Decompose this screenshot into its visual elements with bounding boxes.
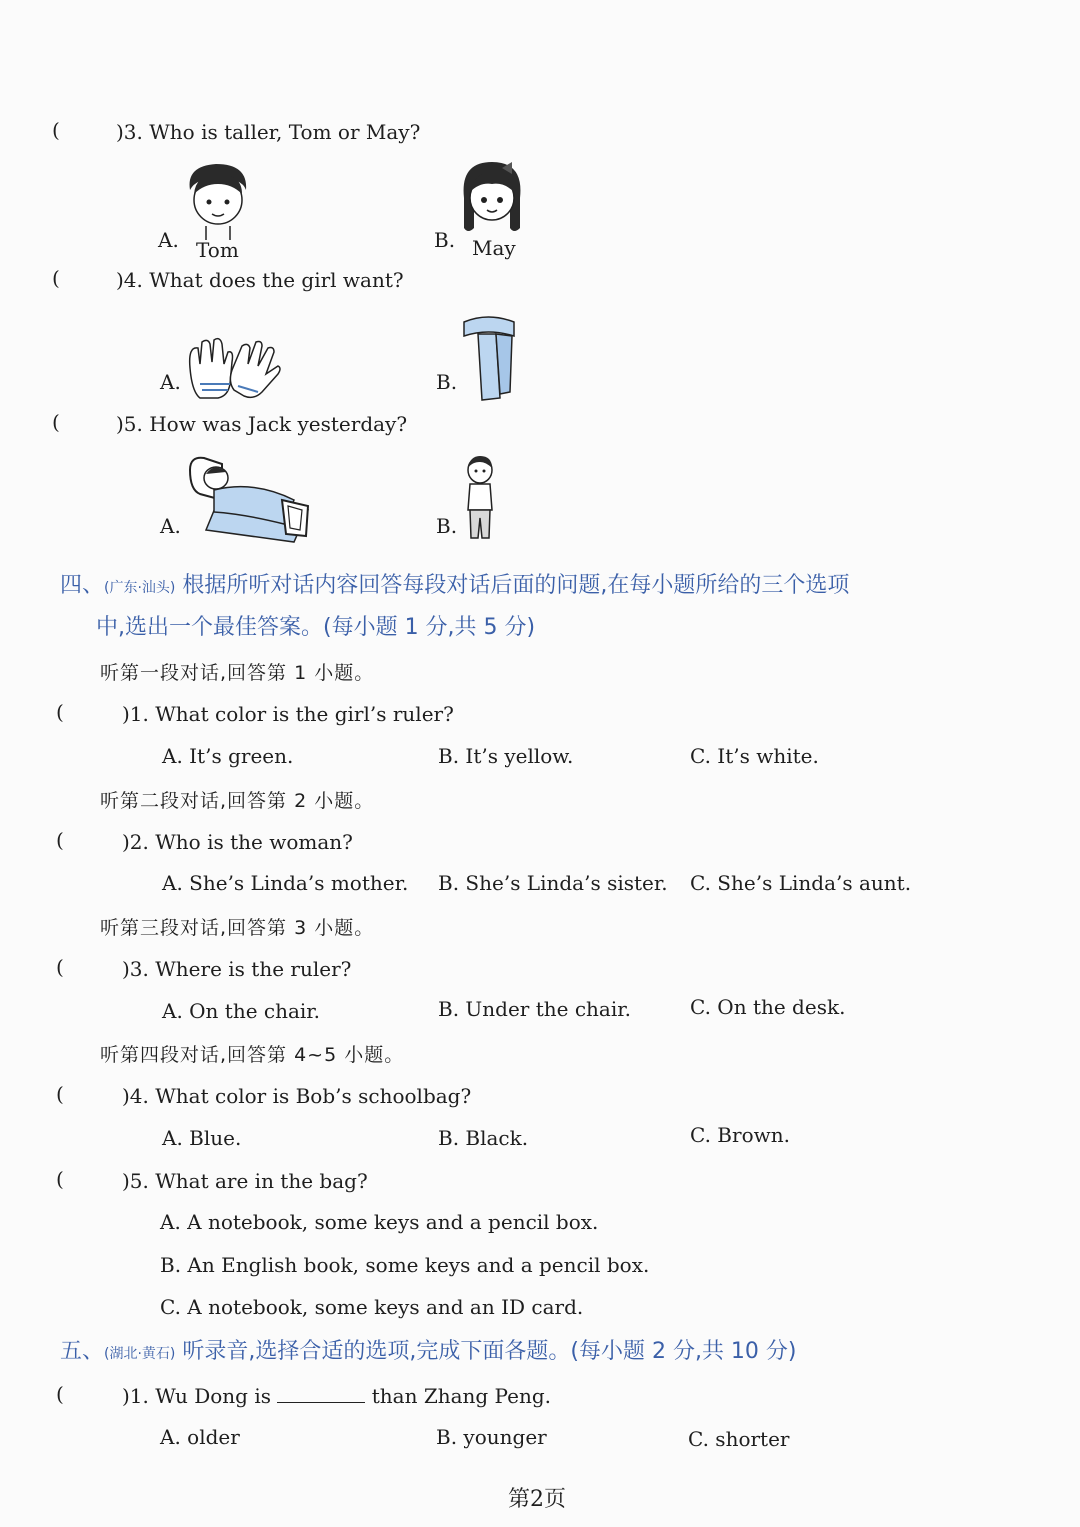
option-b: B. She’s Linda’s sister.: [438, 871, 668, 895]
question-2-text: )2. Who is the woman?: [122, 830, 353, 854]
option-c: C. She’s Linda’s aunt.: [690, 871, 912, 895]
name-tom: Tom: [196, 238, 239, 262]
question-3-text: )3. Where is the ruler?: [122, 957, 352, 981]
option-a: A. On the chair.: [162, 999, 321, 1023]
question-5-text: )5. How was Jack yesterday?: [116, 412, 408, 436]
answer-paren: (: [52, 410, 60, 434]
section-number: 四、: [60, 573, 105, 598]
scarf-picture: [460, 314, 518, 404]
section-source: (广东·汕头): [104, 580, 176, 596]
answer-paren: (: [56, 955, 64, 979]
listen-instruction-2: 听第二段对话,回答第 2 小题。: [100, 790, 375, 812]
option-b-label: B.: [434, 228, 456, 252]
section-source: (湖北·黄石): [104, 1346, 176, 1362]
option-b-label: B.: [436, 514, 458, 538]
option-b: B. younger: [436, 1425, 547, 1449]
option-c: C. On the desk.: [690, 995, 846, 1019]
option-b: B. Black.: [438, 1126, 529, 1150]
option-a: A. It’s green.: [162, 744, 294, 768]
option-c: C. A notebook, some keys and an ID card.: [160, 1295, 584, 1319]
question-1-text: )1. What color is the girl’s ruler?: [122, 702, 454, 726]
option-b-label: B.: [436, 370, 458, 394]
answer-paren: (: [56, 1382, 64, 1406]
option-a-label: A.: [160, 514, 181, 538]
gloves-picture: [184, 334, 284, 404]
question-4-text: )4. What color is Bob’s schoolbag?: [122, 1084, 472, 1108]
option-a: A. Blue.: [162, 1126, 242, 1150]
page-number: 第2页: [508, 1487, 566, 1512]
option-a: A. She’s Linda’s mother.: [162, 871, 409, 895]
section-4-instruction-cont: 中,选出一个最佳答案。(每小题 1 分,共 5 分): [96, 615, 536, 640]
answer-paren: (: [52, 266, 60, 290]
answer-paren: (: [56, 1167, 64, 1191]
option-a: A. older: [160, 1425, 240, 1449]
question-1-text: [122, 1384, 551, 1408]
answer-paren: (: [56, 700, 64, 724]
option-b: B. Under the chair.: [438, 997, 631, 1021]
question-text-after: than Zhang Peng.: [371, 1384, 551, 1408]
question-3-text: )3. Who is taller, Tom or May?: [116, 120, 421, 144]
option-c: C. shorter: [688, 1427, 790, 1451]
section-instruction: 听录音,选择合适的选项,完成下面各题。(每小题 2 分,共 10 分): [182, 1339, 797, 1364]
option-a-label: A.: [158, 228, 179, 252]
listen-instruction-3: 听第三段对话,回答第 3 小题。: [100, 917, 375, 939]
question-5-text: )5. What are in the bag?: [122, 1169, 368, 1193]
option-c: C. It’s white.: [690, 744, 819, 768]
listen-instruction-1: 听第一段对话,回答第 1 小题。: [100, 662, 375, 684]
healthy-boy-picture: [462, 454, 498, 542]
section-4-heading: [60, 568, 849, 599]
option-b: B. An English book, some keys and a pencil box.: [160, 1253, 650, 1277]
name-may: May: [472, 236, 516, 260]
option-a-label: A.: [160, 370, 181, 394]
section-5-heading: [60, 1334, 797, 1365]
option-a: A. A notebook, some keys and a pencil box.: [160, 1210, 599, 1234]
boy-tom-picture: [182, 160, 254, 240]
section-instruction: 根据所听对话内容回答每段对话后面的问题,在每小题所给的三个选项: [182, 573, 850, 598]
answer-paren: (: [52, 118, 60, 142]
answer-paren: (: [56, 1082, 64, 1106]
section-number: 五、: [60, 1339, 105, 1364]
question-4-text: )4. What does the girl want?: [116, 268, 404, 292]
answer-paren: (: [56, 828, 64, 852]
listen-instruction-4: 听第四段对话,回答第 4~5 小题。: [100, 1044, 405, 1066]
option-c: C. Brown.: [690, 1123, 790, 1147]
question-text-before: )1. Wu Dong is: [122, 1384, 272, 1408]
answer-blank: [277, 1384, 365, 1403]
sick-in-bed-picture: [184, 450, 312, 546]
option-b: B. It’s yellow.: [438, 744, 574, 768]
girl-may-picture: [458, 158, 526, 238]
